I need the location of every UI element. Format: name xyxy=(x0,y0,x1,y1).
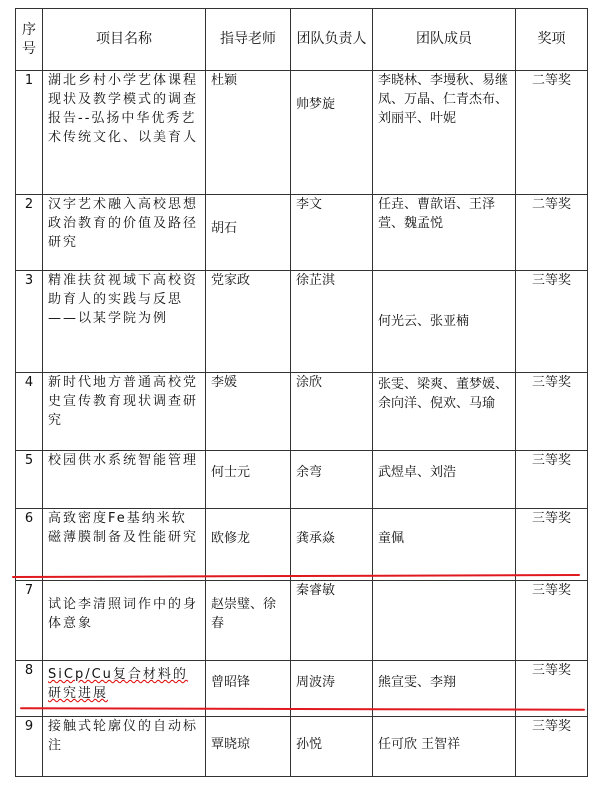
header-no: 序号 xyxy=(16,9,43,71)
team-members: 熊宣雯、李翔 xyxy=(373,661,516,717)
table-row xyxy=(16,581,588,661)
table-row xyxy=(16,195,588,271)
team-leader: 秦睿敏 xyxy=(291,581,373,661)
table-row xyxy=(16,509,588,581)
team-members: 任可欣 王智祥 xyxy=(373,717,516,777)
team-members: 任垚、曹歆语、王泽萱、魏孟悦 xyxy=(373,195,516,271)
team-members: 童佩 xyxy=(373,509,516,581)
award: 三等奖 xyxy=(516,373,588,451)
team-members: 张雯、梁爽、董梦媛、余向洋、倪欢、马瑜 xyxy=(373,373,516,451)
project-name: 校园供水系统智能管理 xyxy=(43,451,206,509)
row-no: 2 xyxy=(16,195,43,271)
awards-table xyxy=(15,8,588,777)
team-leader: 龚承焱 xyxy=(291,509,373,581)
team-leader: 徐芷淇 xyxy=(291,271,373,373)
row-no: 8 xyxy=(16,661,43,717)
table-row xyxy=(16,373,588,451)
award: 二等奖 xyxy=(516,195,588,271)
row-no: 5 xyxy=(16,451,43,509)
project-name: 接触式轮廓仪的自动标注 xyxy=(43,717,206,777)
row-no: 3 xyxy=(16,271,43,373)
row-no: 9 xyxy=(16,717,43,777)
table-row xyxy=(16,451,588,509)
team-members xyxy=(373,581,516,661)
header-award: 奖项 xyxy=(516,9,588,71)
team-members: 李晓林、李墁秋、易继凤、万晶、仁青杰布、刘丽平、叶妮 xyxy=(373,71,516,195)
spellcheck-text: SiCp/Cu复合材料的研究进展 xyxy=(48,667,188,701)
team-leader: 孙悦 xyxy=(291,717,373,777)
advisor: 何士元 xyxy=(206,451,291,509)
project-name: 汉字艺术融入高校思想政治教育的价值及路径研究 xyxy=(43,195,206,271)
advisor: 曾昭锋 xyxy=(206,661,291,717)
team-members: 何光云、张亚楠 xyxy=(373,271,516,373)
table-row xyxy=(16,271,588,373)
award: 三等奖 xyxy=(516,717,588,777)
advisor: 欧修龙 xyxy=(206,509,291,581)
header-advisor: 指导老师 xyxy=(206,9,291,71)
award: 三等奖 xyxy=(516,509,588,581)
row-no: 6 xyxy=(16,509,43,581)
table-row xyxy=(16,717,588,777)
project-name: 高致密度Fe基纳米软磁薄膜制备及性能研究 xyxy=(43,509,206,581)
advisor: 胡石 xyxy=(206,195,291,271)
award: 三等奖 xyxy=(516,661,588,717)
team-leader: 周波涛 xyxy=(291,661,373,717)
header-name: 项目名称 xyxy=(43,9,206,71)
team-members: 武煜卓、刘浩 xyxy=(373,451,516,509)
advisor: 杜颖 xyxy=(206,71,291,195)
row-no: 4 xyxy=(16,373,43,451)
table-row xyxy=(16,71,588,195)
team-leader: 帅梦旋 xyxy=(291,71,373,195)
project-name: 湖北乡村小学艺体课程现状及教学模式的调查报告--弘扬中华优秀艺术传统文化、以美育人 xyxy=(43,71,206,195)
award: 三等奖 xyxy=(516,581,588,661)
header-members: 团队成员 xyxy=(373,9,516,71)
award: 三等奖 xyxy=(516,271,588,373)
advisor: 赵崇璧、徐春 xyxy=(206,581,291,661)
team-leader: 李文 xyxy=(291,195,373,271)
team-leader: 涂欣 xyxy=(291,373,373,451)
header-leader: 团队负责人 xyxy=(291,9,373,71)
header-row xyxy=(16,9,588,71)
row-no: 1 xyxy=(16,71,43,195)
advisor: 李媛 xyxy=(206,373,291,451)
row-no: 7 xyxy=(16,581,43,661)
award: 二等奖 xyxy=(516,71,588,195)
project-name: 试论李清照词作中的身体意象 xyxy=(43,581,206,661)
advisor: 覃晓琼 xyxy=(206,717,291,777)
advisor: 党家政 xyxy=(206,271,291,373)
project-name: 精准扶贫视域下高校资助育人的实践与反思——以某学院为例 xyxy=(43,271,206,373)
project-name: 新时代地方普通高校党史宣传教育现状调查研究 xyxy=(43,373,206,451)
team-leader: 余弯 xyxy=(291,451,373,509)
award: 三等奖 xyxy=(516,451,588,509)
